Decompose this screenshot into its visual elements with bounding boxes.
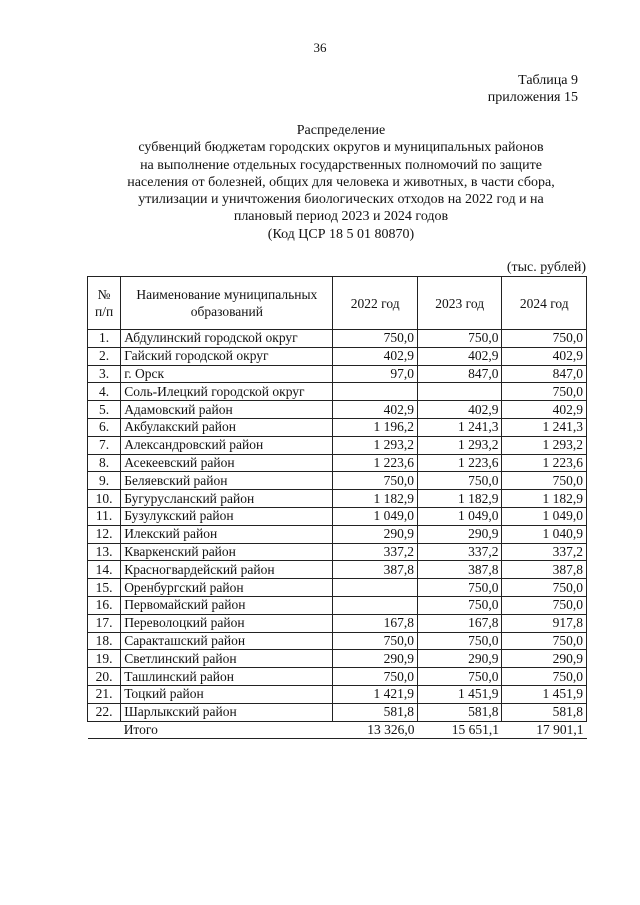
table-row [88, 596, 587, 614]
cell-y2023: 290,9 [417, 525, 502, 543]
cell-y2022: 167,8 [333, 614, 418, 632]
cell-y2024: 1 182,9 [502, 490, 587, 508]
cell-y2023: 750,0 [417, 330, 502, 348]
cell-y2023: 1 223,6 [417, 454, 502, 472]
cell-y2024: 337,2 [502, 543, 587, 561]
cell-name: Бузулукский район [121, 507, 333, 525]
cell-y2024: 1 040,9 [502, 525, 587, 543]
cell-y2024: 581,8 [502, 703, 587, 721]
cell-num: 2. [88, 347, 121, 365]
title-line: на выполнение отдельных государственных полномочий по защите [140, 157, 542, 173]
table-row [88, 632, 587, 650]
appendix-label: приложения 15 [487, 90, 578, 105]
cell-y2022: 581,8 [333, 703, 418, 721]
cell-y2022: 750,0 [333, 668, 418, 686]
cell-num: 4. [88, 383, 121, 401]
header-name: Наименование муниципальных образований [121, 277, 333, 330]
title-line: населения от болезней, общих для человека и животных, в части сбора, [127, 174, 555, 190]
cell-y2023: 581,8 [417, 703, 502, 721]
cell-y2024: 750,0 [502, 632, 587, 650]
cell-name: Акбулакский район [121, 418, 333, 436]
cell-y2024: 847,0 [502, 365, 587, 383]
cell-y2023: 847,0 [417, 365, 502, 383]
header-2022: 2022 год [333, 277, 418, 330]
cell-y2022: 290,9 [333, 525, 418, 543]
cell-name: Ташлинский район [121, 668, 333, 686]
cell-y2022: 1 049,0 [333, 507, 418, 525]
cell-y2022: 387,8 [333, 561, 418, 579]
cell-name: Адамовский район [121, 401, 333, 419]
table-row [88, 436, 587, 454]
cell-y2023: 402,9 [417, 347, 502, 365]
cell-y2024: 1 451,9 [502, 685, 587, 703]
cell-name: Тоцкий район [121, 685, 333, 703]
cell-y2024: 402,9 [502, 347, 587, 365]
cell-y2023: 167,8 [417, 614, 502, 632]
header-2023: 2023 год [417, 277, 502, 330]
cell-y2022: 290,9 [333, 650, 418, 668]
cell-num: 7. [88, 436, 121, 454]
cell-name: Бугурусланский район [121, 490, 333, 508]
cell-num: 20. [88, 668, 121, 686]
cell-y2023: 387,8 [417, 561, 502, 579]
cell-name: Первомайский район [121, 596, 333, 614]
subsidy-table [87, 276, 587, 739]
table-row [88, 685, 587, 703]
table-label: Таблица 9 [518, 73, 578, 88]
total-blank [88, 721, 121, 739]
cell-y2024: 917,8 [502, 614, 587, 632]
cell-num: 13. [88, 543, 121, 561]
cell-name: Асекеевский район [121, 454, 333, 472]
cell-y2022: 750,0 [333, 632, 418, 650]
cell-num: 15. [88, 579, 121, 597]
cell-name: Шарлыкский район [121, 703, 333, 721]
cell-y2022 [333, 383, 418, 401]
table-row [88, 330, 587, 348]
cell-y2022: 337,2 [333, 543, 418, 561]
unit-label: (тыс. рублей) [506, 260, 586, 275]
cell-y2022: 750,0 [333, 330, 418, 348]
cell-y2024: 750,0 [502, 596, 587, 614]
cell-y2023: 750,0 [417, 632, 502, 650]
total-2023: 15 651,1 [417, 721, 502, 739]
title-line: Распределение [296, 123, 386, 138]
cell-y2024: 290,9 [502, 650, 587, 668]
cell-y2022: 1 223,6 [333, 454, 418, 472]
total-2024: 17 901,1 [502, 721, 587, 739]
table-row [88, 383, 587, 401]
cell-y2022: 1 196,2 [333, 418, 418, 436]
cell-num: 14. [88, 561, 121, 579]
cell-num: 19. [88, 650, 121, 668]
cell-y2024: 1 293,2 [502, 436, 587, 454]
table-row [88, 418, 587, 436]
page-number: 36 [313, 40, 327, 55]
cell-y2022: 750,0 [333, 472, 418, 490]
cell-y2024: 750,0 [502, 668, 587, 686]
cell-name: Гайский городской округ [121, 347, 333, 365]
cell-name: Беляевский район [121, 472, 333, 490]
cell-y2022: 1 182,9 [333, 490, 418, 508]
table-row [88, 668, 587, 686]
table-reference [488, 72, 578, 106]
cell-y2023: 750,0 [417, 596, 502, 614]
cell-name: г. Орск [121, 365, 333, 383]
cell-y2023: 1 241,3 [417, 418, 502, 436]
table-row [88, 454, 587, 472]
table-row [88, 401, 587, 419]
cell-y2023: 1 182,9 [417, 490, 502, 508]
cell-y2024: 1 049,0 [502, 507, 587, 525]
table-row [88, 650, 587, 668]
table-row [88, 507, 587, 525]
cell-num: 1. [88, 330, 121, 348]
cell-num: 12. [88, 525, 121, 543]
table-row [88, 347, 587, 365]
cell-y2022 [333, 596, 418, 614]
cell-y2022: 1 421,9 [333, 685, 418, 703]
cell-y2024: 750,0 [502, 472, 587, 490]
cell-num: 5. [88, 401, 121, 419]
cell-num: 22. [88, 703, 121, 721]
cell-name: Светлинский район [121, 650, 333, 668]
cell-y2023: 290,9 [417, 650, 502, 668]
total-2022: 13 326,0 [333, 721, 418, 739]
cell-y2022 [333, 579, 418, 597]
cell-y2023 [417, 383, 502, 401]
total-label: Итого [121, 721, 333, 739]
cell-y2024: 402,9 [502, 401, 587, 419]
document-title [96, 122, 586, 243]
cell-num: 21. [88, 685, 121, 703]
cell-num: 8. [88, 454, 121, 472]
table-row [88, 365, 587, 383]
cell-y2024: 1 223,6 [502, 454, 587, 472]
table-row [88, 543, 587, 561]
cell-y2022: 402,9 [333, 347, 418, 365]
title-line: (Код ЦСР 18 5 01 80870) [267, 226, 415, 242]
cell-y2023: 337,2 [417, 543, 502, 561]
cell-y2022: 1 293,2 [333, 436, 418, 454]
cell-num: 17. [88, 614, 121, 632]
table-header-row [88, 277, 587, 330]
header-num: № п/п [88, 277, 121, 330]
table-row [88, 614, 587, 632]
cell-name: Кваркенский район [121, 543, 333, 561]
cell-y2023: 750,0 [417, 579, 502, 597]
table-row [88, 472, 587, 490]
table-row [88, 525, 587, 543]
table-row [88, 579, 587, 597]
cell-y2023: 750,0 [417, 668, 502, 686]
cell-num: 18. [88, 632, 121, 650]
cell-y2023: 750,0 [417, 472, 502, 490]
cell-name: Илекский район [121, 525, 333, 543]
cell-y2024: 750,0 [502, 579, 587, 597]
cell-y2024: 387,8 [502, 561, 587, 579]
cell-y2023: 1 451,9 [417, 685, 502, 703]
cell-num: 10. [88, 490, 121, 508]
cell-y2022: 402,9 [333, 401, 418, 419]
header-2024: 2024 год [502, 277, 587, 330]
cell-y2023: 402,9 [417, 401, 502, 419]
table-row [88, 561, 587, 579]
cell-num: 16. [88, 596, 121, 614]
table-row [88, 490, 587, 508]
cell-num: 9. [88, 472, 121, 490]
cell-num: 3. [88, 365, 121, 383]
cell-name: Саракташский район [121, 632, 333, 650]
cell-y2024: 750,0 [502, 330, 587, 348]
table-body [88, 330, 587, 739]
cell-num: 11. [88, 507, 121, 525]
cell-y2023: 1 049,0 [417, 507, 502, 525]
cell-name: Александровский район [121, 436, 333, 454]
cell-name: Соль-Илецкий городской округ [121, 383, 333, 401]
cell-y2024: 1 241,3 [502, 418, 587, 436]
title-line: субвенций бюджетам городских округов и муниципальных районов [138, 140, 544, 156]
cell-y2023: 1 293,2 [417, 436, 502, 454]
cell-name: Красногвардейский район [121, 561, 333, 579]
cell-name: Абдулинский городской округ [121, 330, 333, 348]
cell-name: Оренбургский район [121, 579, 333, 597]
title-line: утилизации и уничтожения биологических отходов на 2022 год и на [138, 192, 544, 208]
table-row [88, 703, 587, 721]
cell-y2024: 750,0 [502, 383, 587, 401]
cell-name: Переволоцкий район [121, 614, 333, 632]
title-line: плановый период 2023 и 2024 годов [233, 209, 449, 225]
cell-num: 6. [88, 418, 121, 436]
total-row [88, 721, 587, 739]
cell-y2022: 97,0 [333, 365, 418, 383]
